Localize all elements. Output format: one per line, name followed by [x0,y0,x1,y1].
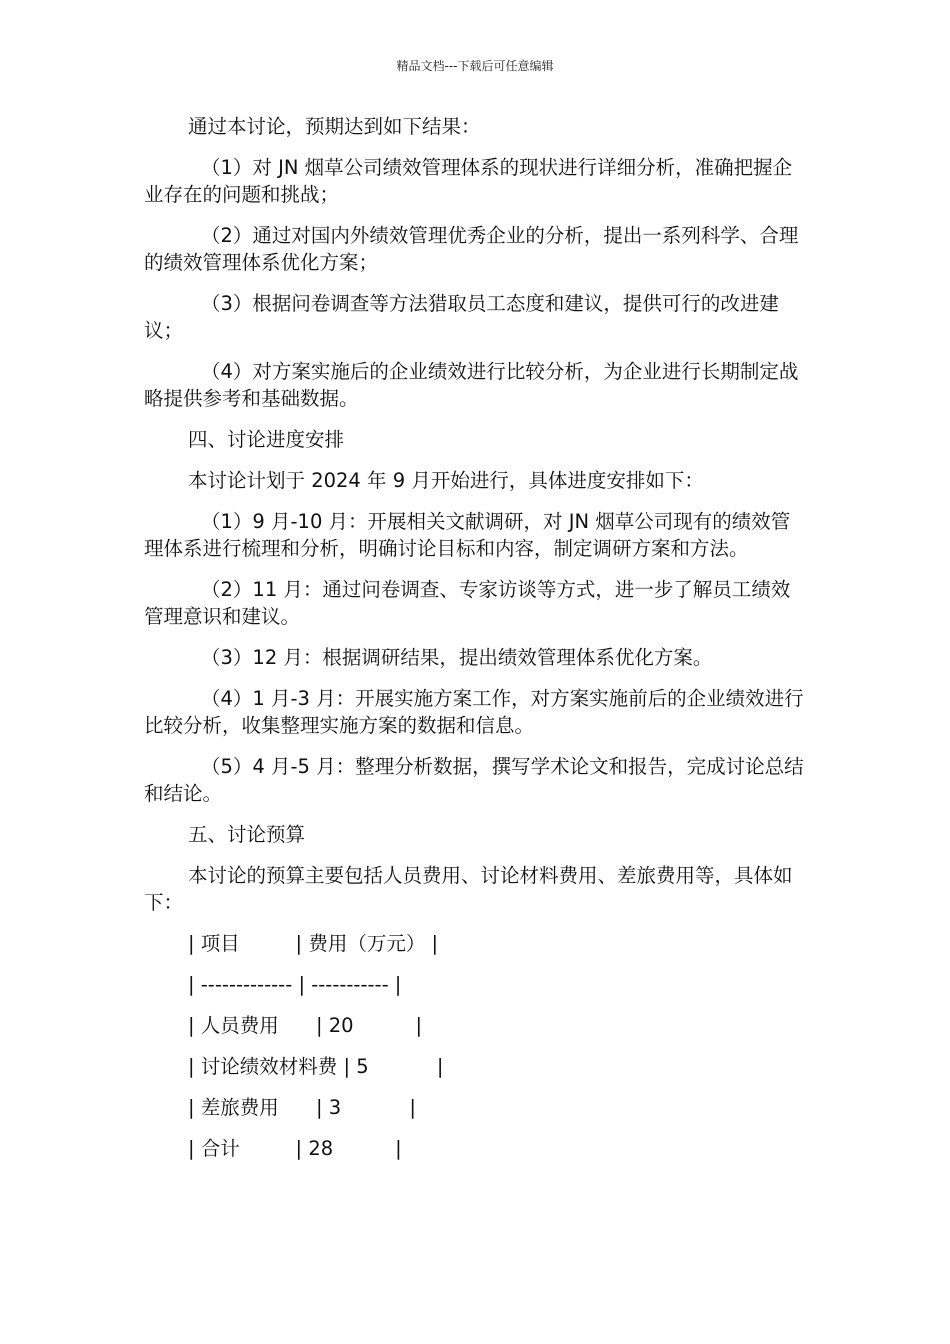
budget-heading: 五、讨论预算 [188,823,306,846]
budget-table-row: | 人员费用 | 20 | [188,1014,423,1037]
budget-table-row: | 差旅费用 | 3 | [188,1096,416,1119]
schedule-item-5: （5）4 月-5 月：整理分析数据，撰写学术论文和报告，完成讨论总结和结论。 [144,755,804,805]
schedule-item-2: （2）11 月：通过问卷调查、专家访谈等方式，进一步了解员工绩效管理意识和建议。 [144,578,791,628]
budget-intro: 本讨论的预算主要包括人员费用、讨论材料费用、差旅费用等，具体如下： [144,864,793,914]
budget-table-header: | 项目 | 费用（万元） | [188,932,439,955]
result-item-3: （3）根据问卷调查等方法猎取员工态度和建议，提供可行的改进建议； [144,292,779,342]
schedule-item-4: （4）1 月-3 月：开展实施方案工作，对方案实施前后的企业绩效进行比较分析，收集整理实施方案的数据和信息。 [144,687,804,737]
budget-table-separator: | ------------- | ----------- | [188,973,402,996]
schedule-item-3: （3）12 月：根据调研结果，提出绩效管理体系优化方案。 [201,646,713,669]
result-item-2: （2）通过对国内外绩效管理优秀企业的分析，提出一系列科学、合理的绩效管理体系优化方案； [144,224,799,274]
result-item-4: （4）对方案实施后的企业绩效进行比较分析，为企业进行长期制定战略提供参考和基础数据。 [144,360,799,410]
schedule-intro: 本讨论计划于 2024 年 9 月开始进行，具体进度安排如下： [188,469,704,492]
schedule-heading: 四、讨论进度安排 [188,428,345,451]
document-body [144,113,808,1176]
result-item-1: （1）对 JN 烟草公司绩效管理体系的现状进行详细分析，准确把握企业存在的问题和挑战； [144,156,793,206]
budget-table-total: | 合计 | 28 | [188,1137,402,1160]
results-intro: 通过本讨论，预期达到如下结果： [188,115,481,138]
schedule-item-1: （1）9 月-10 月：开展相关文献调研，对 JN 烟草公司现有的绩效管理体系进行梳理和分析，明确讨论目标和内容，制定调研方案和方法。 [144,510,791,560]
page-header: 精品文档---下载后可任意编辑 [396,59,554,73]
budget-table-row: | 讨论绩效材料费 | 5 | [188,1055,444,1078]
